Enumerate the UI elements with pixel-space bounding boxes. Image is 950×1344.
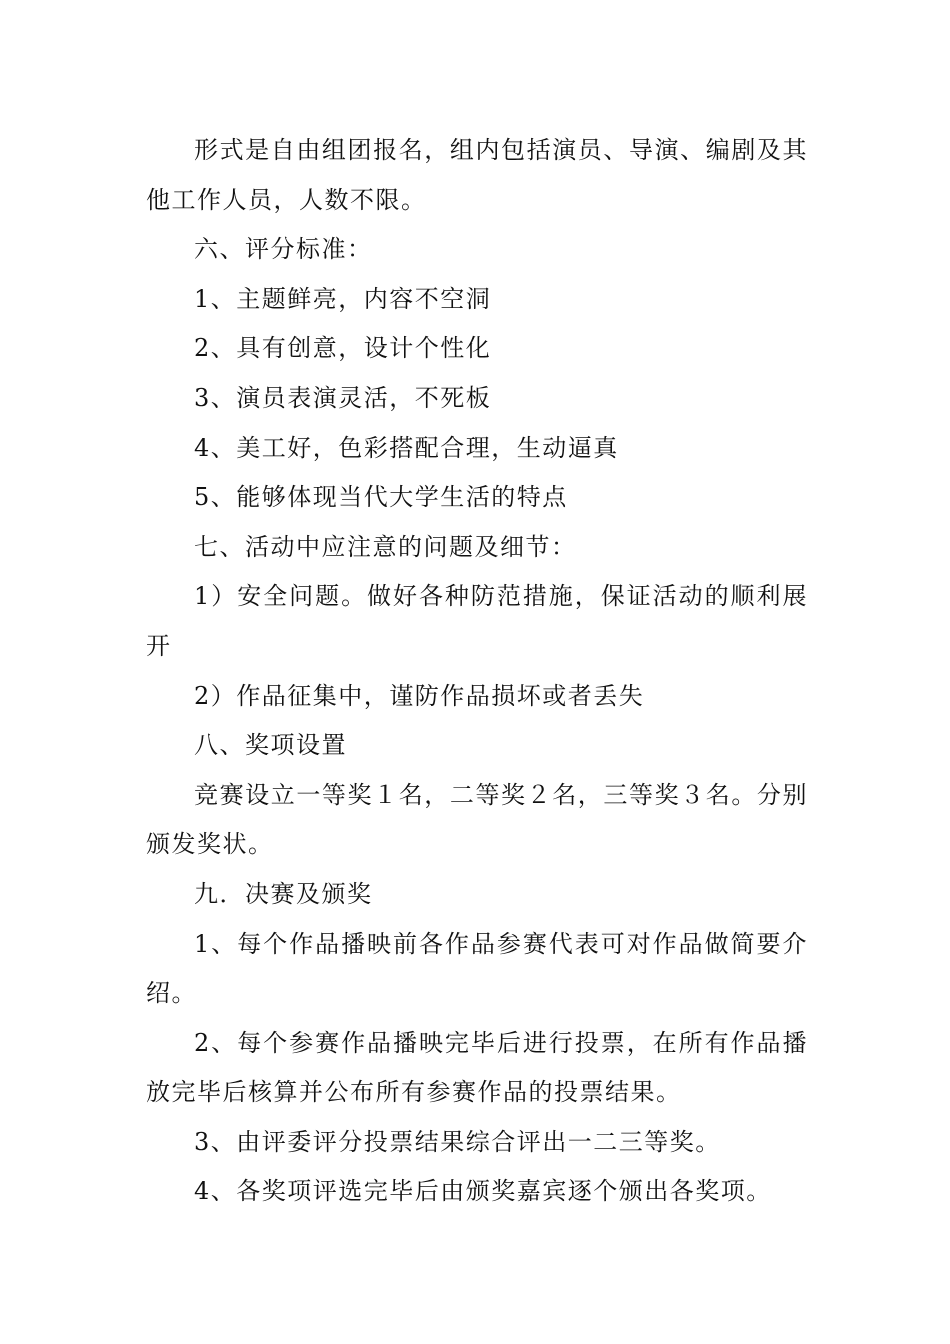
criteria-item-4: 4、美工好，色彩搭配合理，生动逼真 xyxy=(194,433,619,462)
precaution-item-1: 1）安全问题。做好各种防范措施，保证活动的顺利展开 xyxy=(146,582,808,660)
section-heading-awards: 八、奖项设置 xyxy=(194,731,347,760)
final-item-1: 1、每个作品播映前各作品参赛代表可对作品做简要介绍。 xyxy=(146,929,808,1008)
final-item-2: 2、每个参赛作品播映完毕后进行投票，在所有作品播放完毕后核算并公布所有参赛作品的投票结果。 xyxy=(146,1028,808,1107)
paragraph-award-details: 竞赛设立一等奖１名，二等奖２名，三等奖３名。分别颁发奖状。 xyxy=(146,780,808,859)
paragraph-registration-format: 形式是自由组团报名，组内包括演员、导演、编剧及其他工作人员，人数不限。 xyxy=(146,136,808,214)
criteria-item-5: 5、能够体现当代大学生活的特点 xyxy=(194,483,568,512)
section-heading-precautions: 七、活动中应注意的问题及细节： xyxy=(194,532,577,561)
section-heading-final-and-ceremony: 九．决赛及颁奖 xyxy=(194,879,373,908)
final-item-4: 4、各奖项评选完毕后由颁奖嘉宾逐个颁出各奖项。 xyxy=(194,1177,772,1206)
section-heading-scoring-criteria: 六、评分标准： xyxy=(194,235,373,264)
document-body xyxy=(146,126,808,1217)
criteria-item-2: 2、具有创意，设计个性化 xyxy=(194,334,492,363)
final-item-3: 3、由评委评分投票结果综合评出一二三等奖。 xyxy=(194,1127,721,1156)
criteria-item-1: 1、主题鲜亮，内容不空洞 xyxy=(194,284,492,313)
precaution-item-2: 2）作品征集中，谨防作品损坏或者丢失 xyxy=(194,681,645,710)
criteria-item-3: 3、演员表演灵活，不死板 xyxy=(194,383,492,412)
